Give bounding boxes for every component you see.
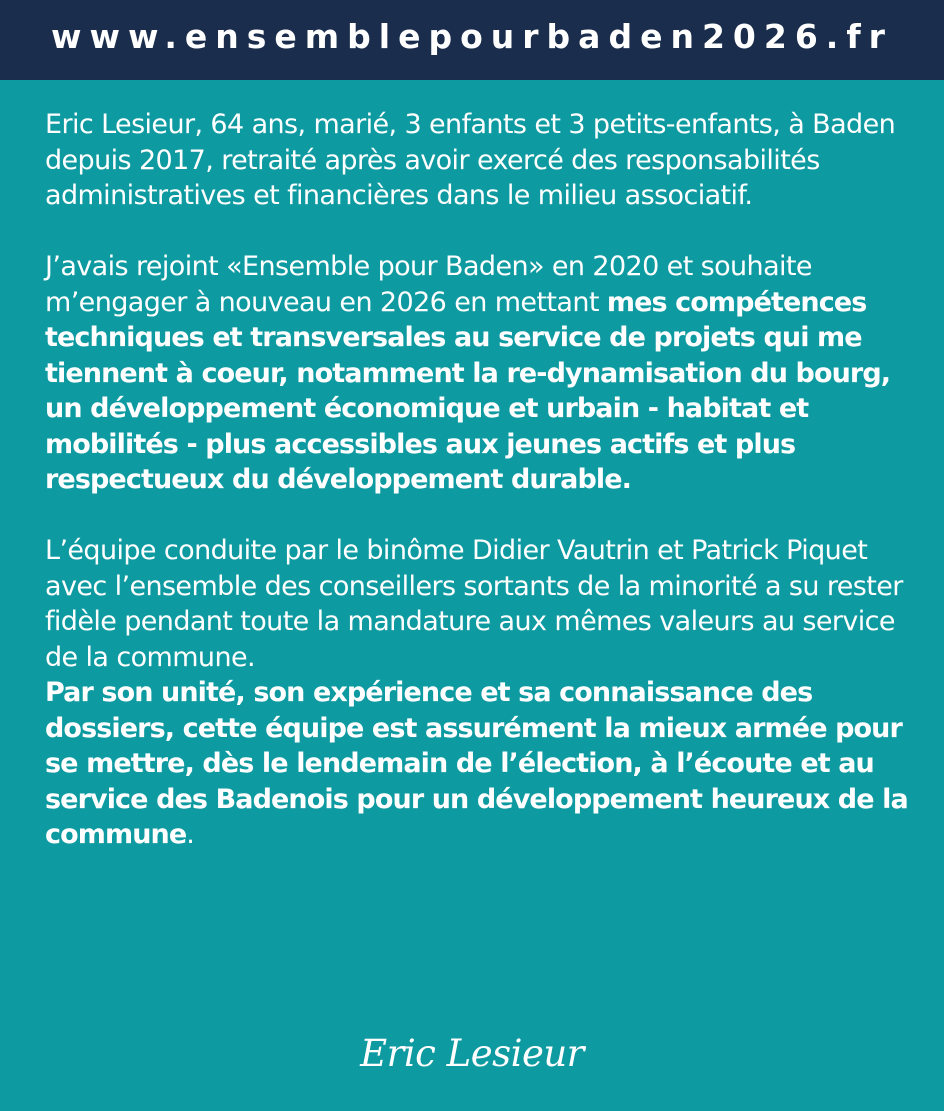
handwritten-signature: Eric Lesieur [360, 1032, 584, 1075]
conclusion-paragraph [45, 675, 925, 853]
commitment-regular-text: J’avais rejoint «Ensemble pour Baden» en 2020 et souhaite m’engager à nouveau en 2026 en mettant [45, 251, 812, 318]
intro-paragraph: Eric Lesieur, 64 ans, marié, 3 enfants et 3 petits-enfants, à Baden depuis 2017, retraité après avoir exercé des responsabilités administratives et financières dans le milieu associatif. [45, 109, 896, 211]
conclusion-period: . [186, 819, 195, 850]
conclusion-bold-text: Par son unité, son expérience et sa connaissance des dossiers, cette équipe est assurément la mieux armée pour se mettre, dès le lendemain de l’élection, à l’écoute et au service des Badenois pour un développement heureux de la commune [45, 677, 908, 850]
candidate-statement [45, 107, 925, 853]
commitment-bold-text: mes compétences techniques et transversales au service de projets qui me tiennent à coeur, notamment la re-dynamisation du bourg, un développement économique et urbain - habitat et mobilités - plus accessibles aux jeunes actifs et plus respectueux du développement durable. [45, 286, 891, 495]
website-url: www.ensemblepourbaden2026.fr [51, 16, 893, 56]
commitment-paragraph [45, 249, 925, 498]
team-paragraph: L’équipe conduite par le binôme Didier Vautrin et Patrick Piquet avec l’ensemble des conseillers sortants de la minorité a su rester fidèle pendant toute la mandature aux mêmes valeurs au service de la commune. [45, 535, 903, 673]
header-banner [0, 0, 944, 80]
